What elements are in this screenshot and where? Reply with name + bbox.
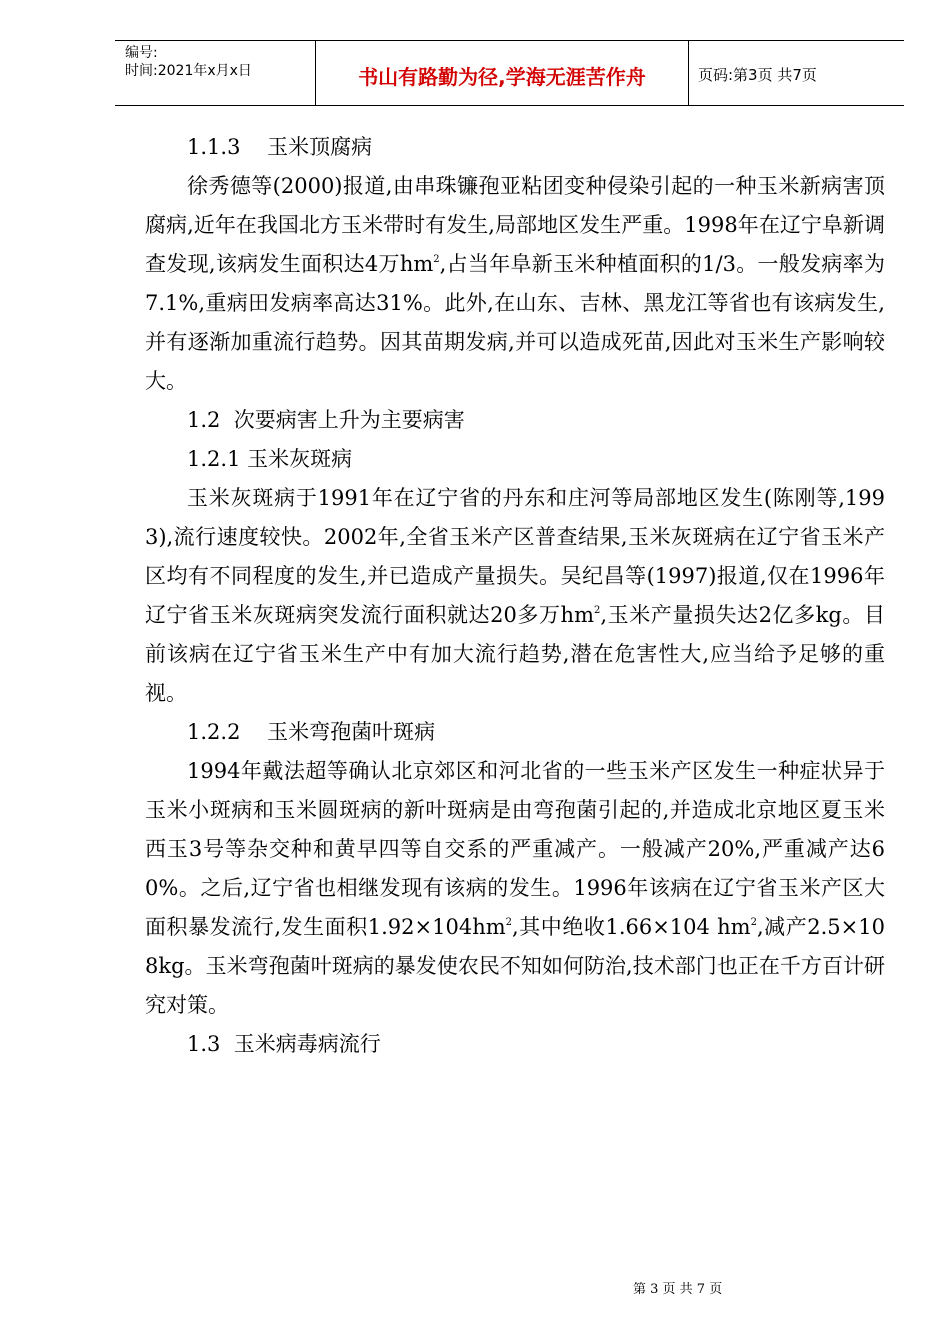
section-heading: 1.3 玉米病毒病流行	[187, 1032, 381, 1056]
motto-text: 书山有路勤为径,学海无涯苦作舟	[358, 64, 646, 89]
page-number-label: 页码:第3页 共7页	[698, 65, 817, 84]
document-body	[145, 128, 885, 1064]
header-meta-cell	[115, 41, 316, 105]
section-heading: 1.2 次要病害上升为主要病害	[187, 408, 465, 432]
section-heading: 1.2.1 玉米灰斑病	[187, 447, 353, 471]
number-label: 编号:	[125, 45, 158, 61]
section-heading: 1.1.3 玉米顶腐病	[187, 135, 373, 159]
footer-page-number: 第 3 页 共 7 页	[633, 1282, 723, 1297]
header-page-cell	[689, 41, 904, 105]
paragraph: 玉米灰斑病于1991年在辽宁省的丹东和庄河等局部地区发生(陈刚等,1993),流行速度较快。2002年,全省玉米产区普查结果,玉米灰斑病在辽宁省玉米产区均有不同程度的发生,并已造成产量损失。吴纪昌等(1997)报道,仅在1996年辽宁省玉米灰斑病突发流行面积就达20多万$hm^2$,玉米产量损失达2亿多kg。目前该病在辽宁省玉米生产中有加大流行趋势,潜在危害性大,应当给予足够的重视。	[145, 486, 885, 705]
page-footer	[633, 1278, 722, 1297]
paragraph: 徐秀德等(2000)报道,由串珠镰孢亚粘团变种侵染引起的一种玉米新病害顶腐病,近年在我国北方玉米带时有发生,局部地区发生严重。1998年在辽宁阜新调查发现,该病发生面积达4万$hm^2$,占当年阜新玉米种植面积的1/3。一般发病率为7.1%,重病田发病率高达31%。此外,在山东、吉林、黑龙江等省也有该病发生,并有逐渐加重流行趋势。因其苗期发病,并可以造成死苗,因此对玉米生产影响较大。	[145, 174, 885, 393]
header-motto-cell	[316, 41, 689, 105]
page-header	[115, 40, 904, 106]
time-label: 时间:2021年x月x日	[125, 63, 252, 79]
paragraph: 1994年戴法超等确认北京郊区和河北省的一些玉米产区发生一种症状异于玉米小斑病和玉米圆斑病的新叶斑病是由弯孢菌引起的,并造成北京地区夏玉米西玉3号等杂交种和黄早四等自交系的严重减产。一般减产20%,严重减产达60%。之后,辽宁省也相继发现有该病的发生。1996年该病在辽宁省玉米产区大面积暴发流行,发生面积$1.92\times 104hm^2$,其中绝收1.66×104 $hm^2$,减产2.5×108kg。玉米弯孢菌叶斑病的暴发使农民不知如何防治,技术部门也正在千方百计研究对策。	[145, 759, 885, 1017]
section-heading: 1.2.2 玉米弯孢菌叶斑病	[187, 720, 436, 744]
